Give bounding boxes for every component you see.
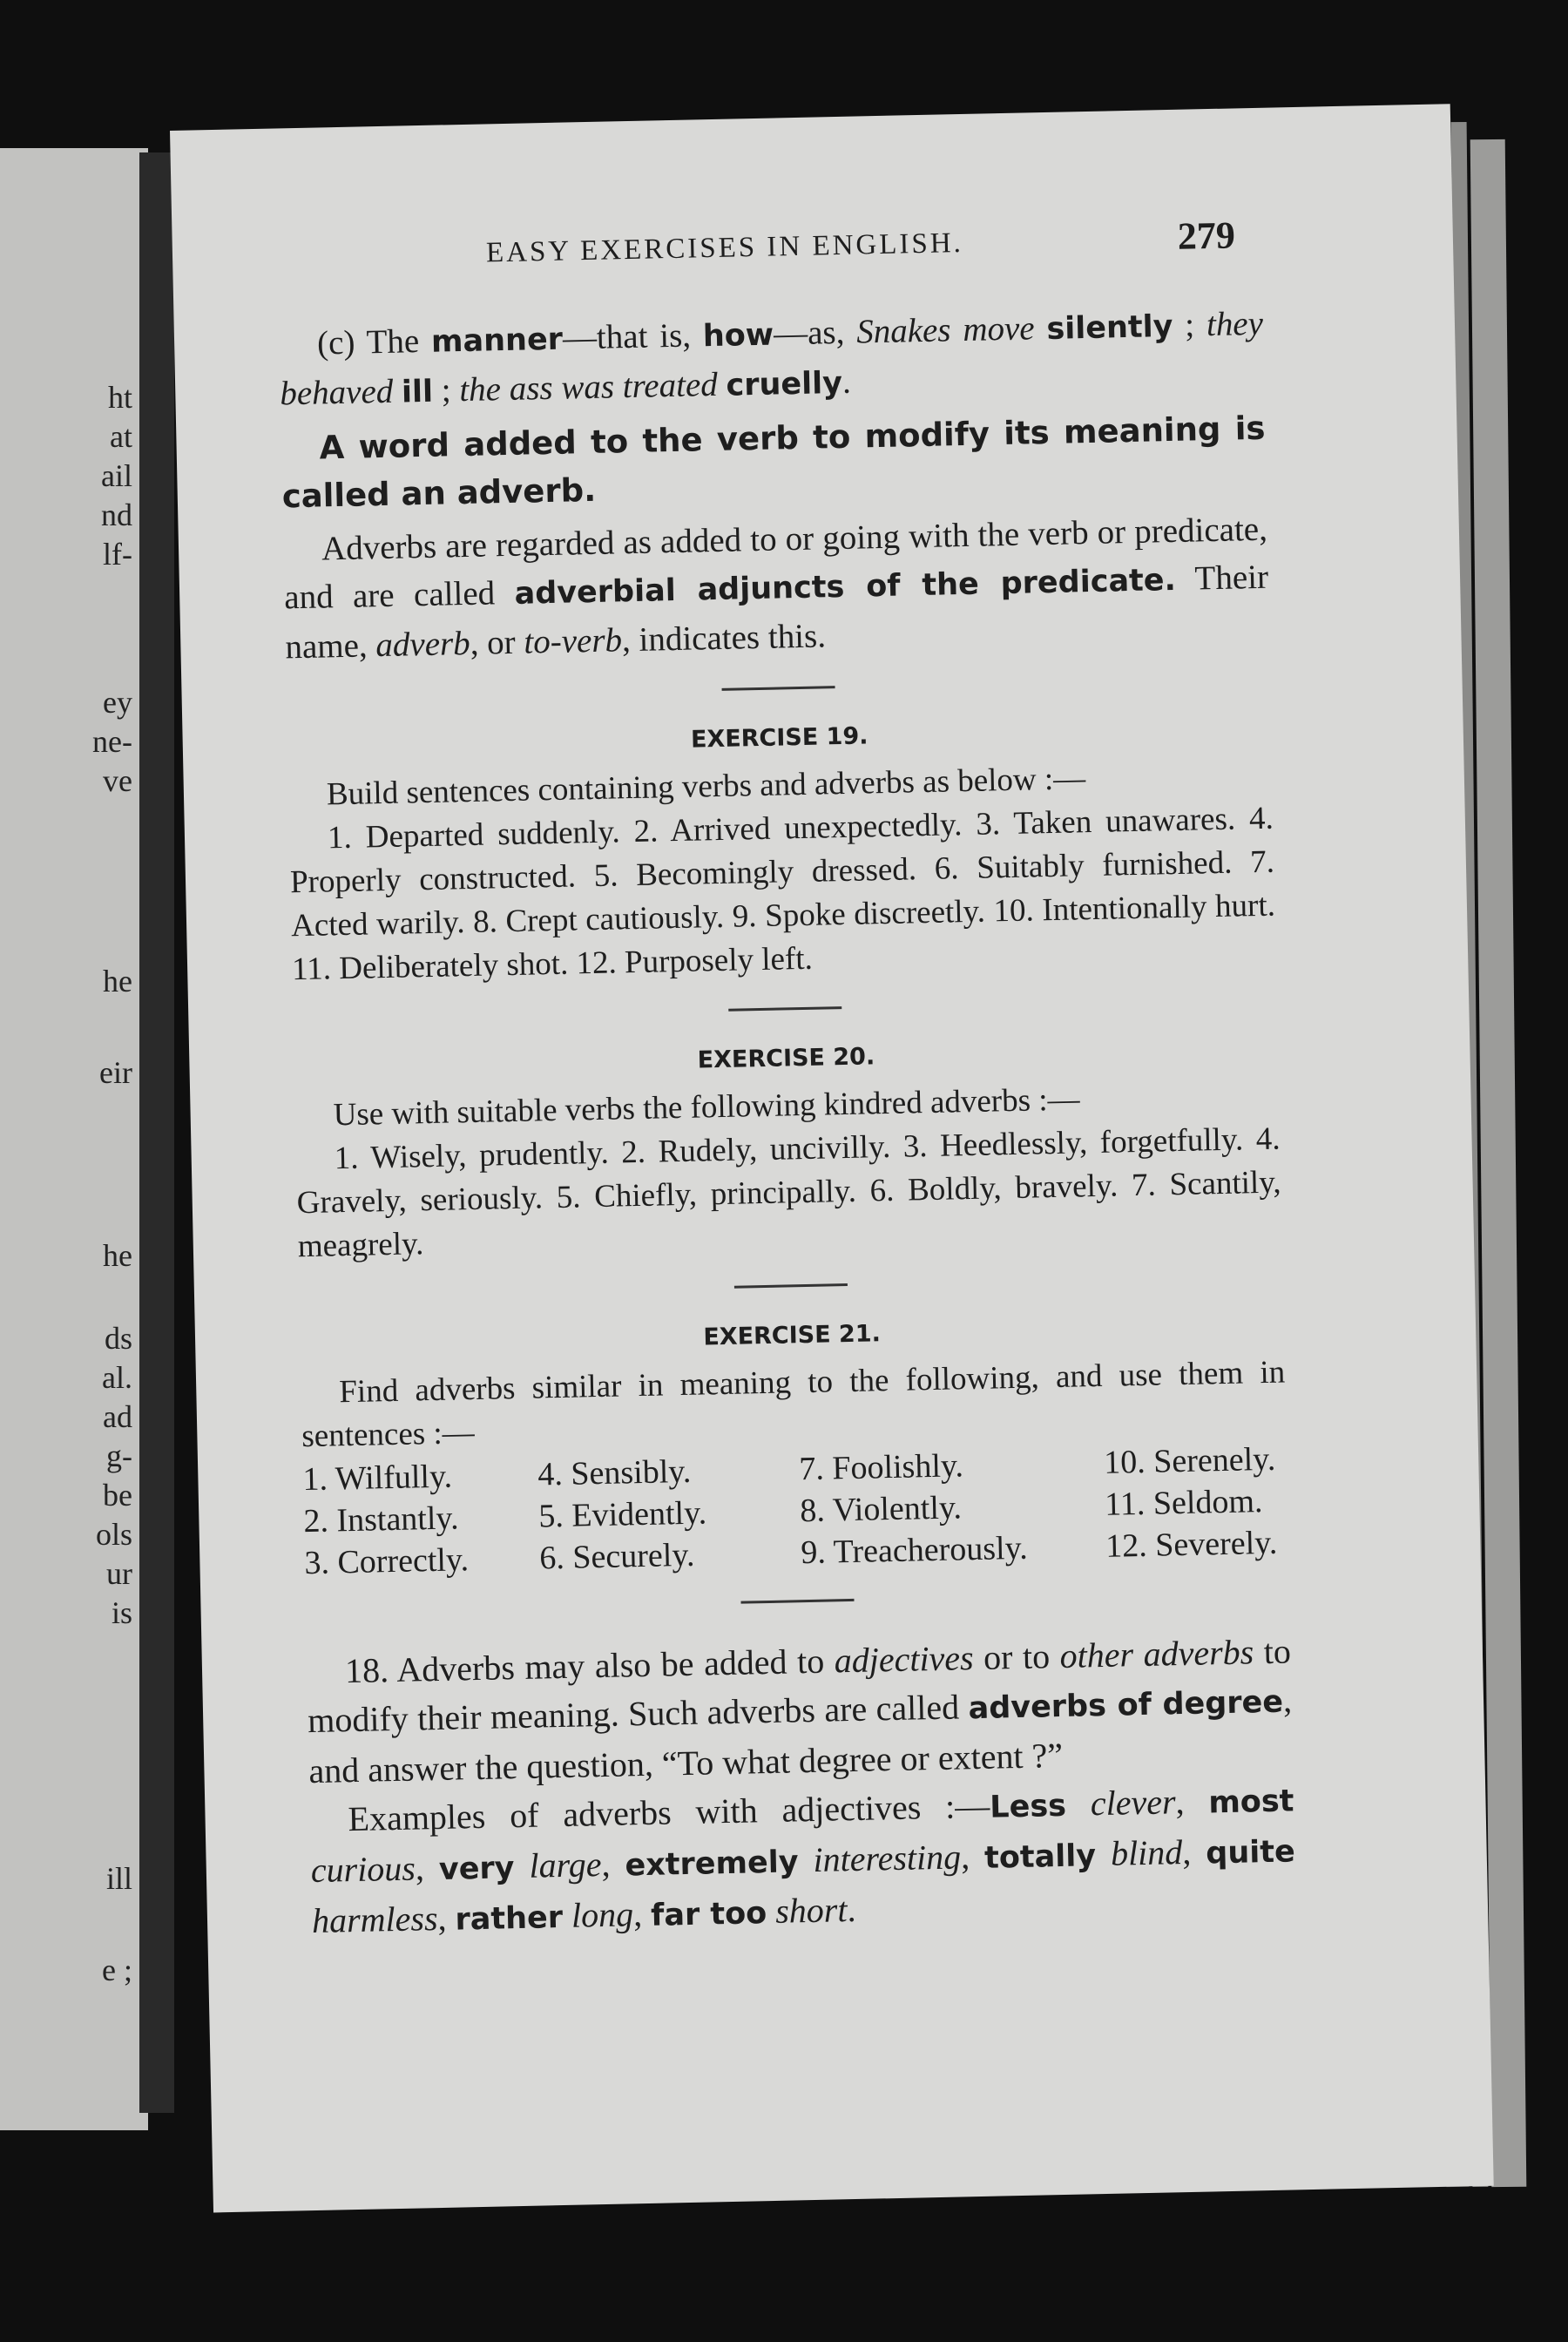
left-page-fragment: be — [103, 1478, 132, 1513]
left-page-fragment: e ; — [102, 1953, 132, 1987]
divider-rule — [734, 1283, 848, 1289]
left-page-fragment: ds — [104, 1321, 132, 1356]
left-page-fragment: g- — [106, 1438, 132, 1473]
exercise-19-instruction: Build sentences containing verbs and adverbs as below :— — [326, 761, 1086, 813]
left-page-fragment: ne- — [92, 724, 132, 759]
divider-rule — [740, 1599, 854, 1604]
left-page-fragment: ols — [95, 1517, 132, 1552]
list-item: 10. Serenely. — [1103, 1440, 1276, 1481]
exercise-20-body: 1. Wisely, prudently. 2. Rudely, uncivilly. 3. Heedlessly, forgetfully. 4. Gravely, seriously. 5. Chiefly, principally. 6. Boldly, bravely. 7. Scantily, meagrely. — [296, 1120, 1281, 1265]
left-page-fragment: he — [103, 1238, 132, 1273]
page-number: 279 — [1177, 213, 1236, 258]
exercise-20-instruction: Use with suitable verbs the following kindred adverbs :— — [333, 1081, 1080, 1134]
list-item: 2. Instantly. — [303, 1499, 459, 1540]
adverb-definition: A word added to the verb to modify its meaning is called an adverb. — [281, 409, 1266, 516]
list-item: 11. Seldom. — [1104, 1483, 1263, 1523]
left-page-fragment: he — [103, 964, 132, 998]
list-item: 5. Evidently. — [537, 1494, 707, 1535]
paragraph-examples: Examples of adverbs with adjectives :—Less clever, most curious, very large, extremely interesting, totally blind, quite harmless, rather long, far too short. — [310, 1781, 1296, 1941]
left-page-fragment: ur — [106, 1556, 132, 1591]
running-title: EASY EXERCISES IN ENGLISH. — [485, 227, 964, 269]
exercise-20-heading: EXERCISE 20. — [697, 1043, 875, 1074]
page-content — [276, 213, 1296, 1947]
list-item: 1. Wilfully. — [302, 1458, 453, 1499]
exercise-19-heading: EXERCISE 19. — [690, 722, 868, 754]
divider-rule — [728, 1006, 841, 1012]
left-page-fragment: ve — [103, 763, 132, 798]
left-page-fragment: ad — [103, 1399, 132, 1434]
left-facing-page — [0, 148, 148, 2130]
left-page-fragment: ill — [105, 1861, 132, 1896]
left-page-fragment: is — [111, 1595, 132, 1630]
running-head — [276, 213, 1261, 286]
left-page-fragment: lf- — [103, 537, 132, 572]
left-page-fragment: ail — [101, 458, 132, 493]
exercise-21-instruction: Find adverbs similar in meaning to the following, and use them in sentences :— — [301, 1354, 1286, 1455]
left-page-fragment: at — [110, 419, 132, 454]
list-item: 6. Securely. — [538, 1536, 695, 1577]
list-item: 8. Violently. — [799, 1489, 963, 1530]
list-item: 12. Severely. — [1105, 1524, 1278, 1565]
paragraph-manner: (c) The manner—that is, how—as, Snakes move silently ; they behaved ill ; the ass was treated cruelly. — [279, 304, 1264, 413]
left-page-fragment: eir — [99, 1055, 132, 1090]
paragraph-adjuncts: Adverbs are regarded as added to or going with the verb or predicate, and are called adverbial adjuncts of the predicate. Their name, adverb, or to-verb, indicates this. — [283, 510, 1269, 667]
left-page-fragment: ht — [107, 380, 132, 415]
exercise-21-list — [302, 1438, 1289, 1584]
book-page — [170, 104, 1494, 2212]
exercise-21-heading: EXERCISE 21. — [703, 1320, 882, 1351]
left-page-fragment: nd — [101, 498, 132, 532]
list-item: 3. Correctly. — [304, 1541, 470, 1582]
left-page-fragment: al. — [102, 1360, 132, 1395]
list-item: 7. Foolishly. — [798, 1447, 964, 1488]
exercise-19-body: 1. Departed suddenly. 2. Arrived unexpectedly. 3. Taken unawares. 4. Properly constructed. 5. Becomingly dressed. 6. Suitably furnished. 7. Acted warily. 8. Crept cautiously. 9. Spoke discreetly. 10. Intentionally hurt. 11. Deliberately shot. 12. Purposely left. — [289, 800, 1276, 988]
book-gutter — [139, 152, 174, 2113]
paragraph-section-18: 18. Adverbs may also be added to adjectives or to other adverbs to modify their meaning. Such adverbs are called adverbs of degree, and answer the question, “To what degree or extent ?” — [307, 1631, 1293, 1791]
left-page-fragment: ey — [103, 685, 132, 720]
list-item: 4. Sensibly. — [537, 1452, 692, 1493]
list-item: 9. Treacherously. — [800, 1529, 1029, 1572]
divider-rule — [722, 686, 835, 691]
